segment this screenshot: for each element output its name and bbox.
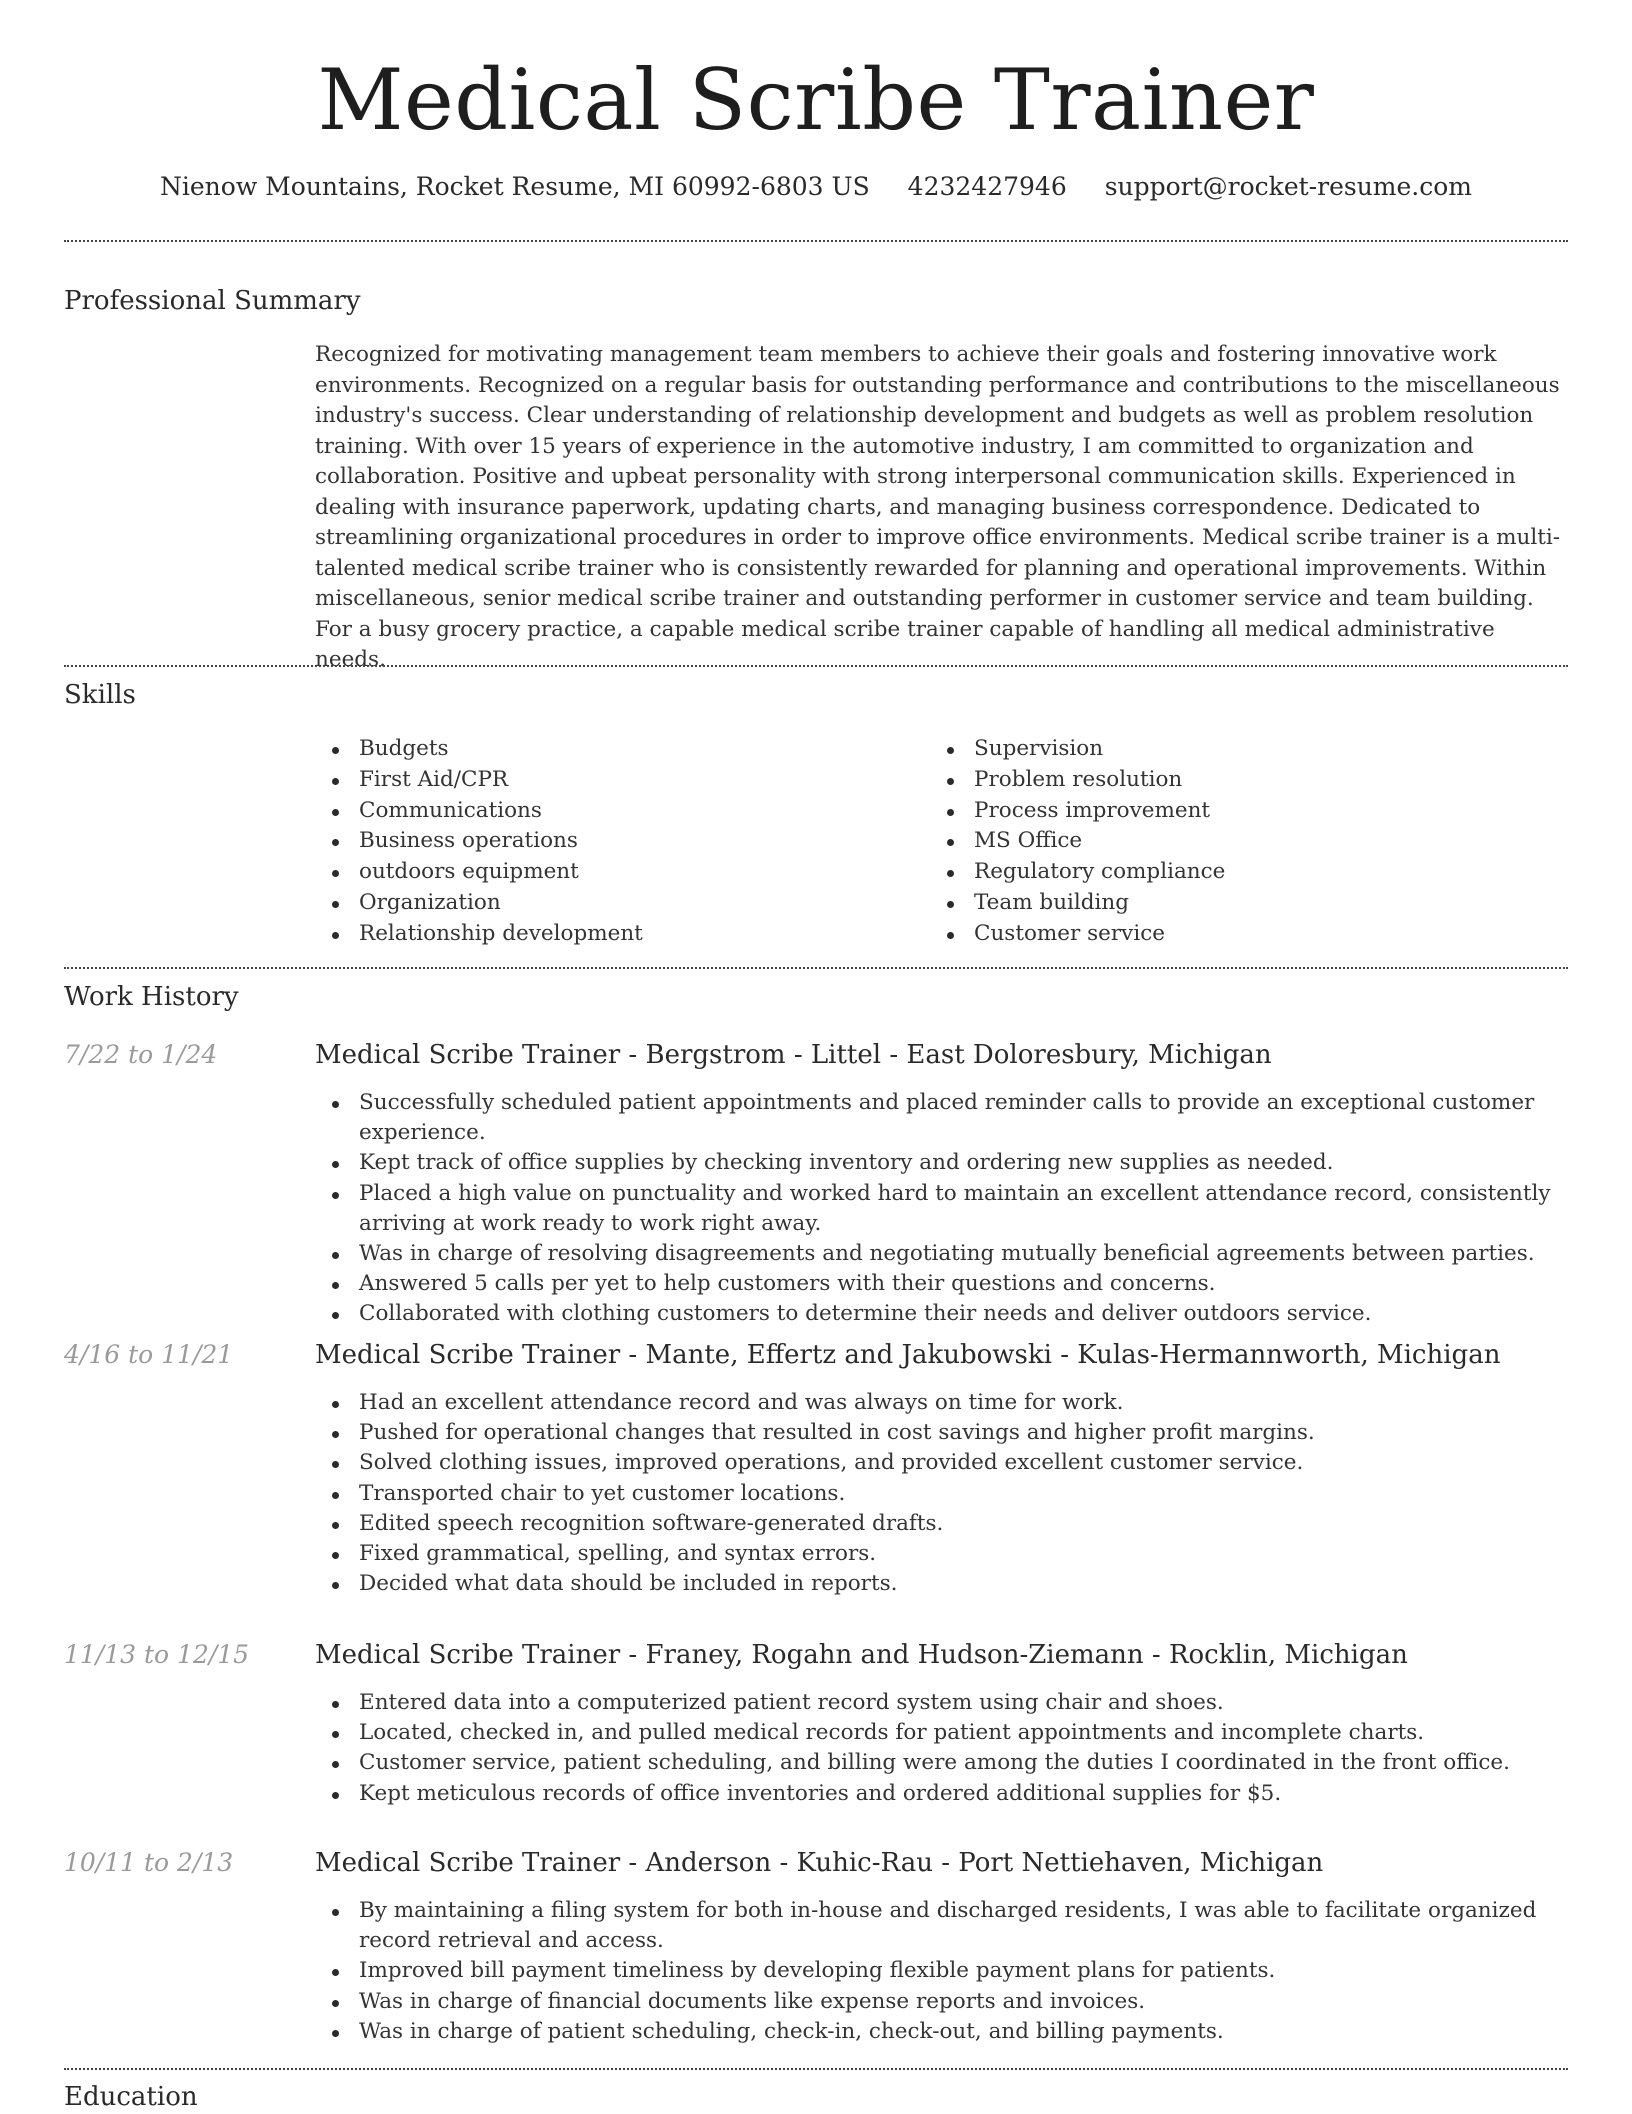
contact-line xyxy=(0,170,1632,204)
skill-item: outdoors equipment xyxy=(315,857,875,888)
contact-email[interactable]: support@rocket-resume.com xyxy=(1104,172,1472,201)
job-bullet: Placed a high value on punctuality and worked hard to maintain an excellent attendance record, consistently arriving at work ready to work right away. xyxy=(315,1179,1575,1239)
skills-list-left xyxy=(315,734,875,950)
job-bullet: Collaborated with clothing customers to determine their needs and deliver outdoors service. xyxy=(315,1299,1575,1329)
job-title: Medical Scribe Trainer - Bergstrom - Littel - East Doloresbury, Michigan xyxy=(315,1040,1272,1070)
job-bullet: Successfully scheduled patient appointments and placed reminder calls to provide an exceptional customer experience. xyxy=(315,1088,1575,1148)
skill-item: Process improvement xyxy=(930,796,1490,827)
job-bullet: Solved clothing issues, improved operations, and provided excellent customer service. xyxy=(315,1448,1575,1478)
job-bullet: Customer service, patient scheduling, and billing were among the duties I coordinated in the front office. xyxy=(315,1748,1575,1778)
contact-address: Nienow Mountains, Rocket Resume, MI 60992-6803 US xyxy=(160,172,870,201)
job-bullet: Edited speech recognition software-generated drafts. xyxy=(315,1509,1575,1539)
job-bullets xyxy=(315,1388,1575,1599)
job-bullet: Was in charge of resolving disagreements and negotiating mutually beneficial agreements between parties. xyxy=(315,1239,1575,1269)
work-history-heading: Work History xyxy=(64,982,239,1012)
job-bullet: Fixed grammatical, spelling, and syntax errors. xyxy=(315,1539,1575,1569)
skill-item: Customer service xyxy=(930,919,1490,950)
job-bullet: By maintaining a filing system for both in-house and discharged residents, I was able to facilitate organized record retrieval and access. xyxy=(315,1896,1575,1956)
job-bullets xyxy=(315,1688,1575,1809)
skill-item: First Aid/CPR xyxy=(315,765,875,796)
divider xyxy=(64,240,1568,242)
skill-item: Regulatory compliance xyxy=(930,857,1490,888)
skills-heading: Skills xyxy=(64,680,136,710)
job-dates: 4/16 to 11/21 xyxy=(64,1340,234,1369)
divider xyxy=(64,665,1568,667)
divider xyxy=(64,967,1568,969)
skill-item: Supervision xyxy=(930,734,1490,765)
job-bullet: Decided what data should be included in reports. xyxy=(315,1569,1575,1599)
summary-heading: Professional Summary xyxy=(64,286,361,316)
skill-item: MS Office xyxy=(930,826,1490,857)
job-bullets xyxy=(315,1088,1575,1330)
job-bullet: Was in charge of patient scheduling, check-in, check-out, and billing payments. xyxy=(315,2017,1575,2047)
summary-text: Recognized for motivating management team members to achieve their goals and fostering innovative work environments. Recognized on a regular basis for outstanding performance and contributions to the miscellaneous industry's success. Clear understanding of relationship development and budgets as well as problem resolution training. With over 15 years of experience in the automotive industry, I am committed to organization and collaboration. Positive and upbeat personality with strong interpersonal communication skills. Experienced in dealing with insurance paperwork, updating charts, and managing business correspondence. Dedicated to streamlining organizational procedures in order to improve office environments. Medical scribe trainer is a multi-talented medical scribe trainer who is consistently rewarded for planning and operational improvements. Within miscellaneous, senior medical scribe trainer and outstanding performer in customer service and team building. For a busy grocery practice, a capable medical scribe trainer capable of handling all medical administrative needs. xyxy=(315,342,1561,672)
job-bullet: Located, checked in, and pulled medical records for patient appointments and incomplete charts. xyxy=(315,1718,1575,1748)
education-heading: Education xyxy=(64,2082,198,2112)
candidate-name: Medical Scribe Trainer xyxy=(317,51,1315,149)
job-dates: 11/13 to 12/15 xyxy=(64,1640,250,1669)
skill-item: Problem resolution xyxy=(930,765,1490,796)
skill-item: Relationship development xyxy=(315,919,875,950)
skills-list-right xyxy=(930,734,1490,950)
skill-item: Budgets xyxy=(315,734,875,765)
job-dates: 7/22 to 1/24 xyxy=(64,1040,218,1069)
job-bullet: Pushed for operational changes that resulted in cost savings and higher profit margins. xyxy=(315,1418,1575,1448)
skill-item: Organization xyxy=(315,888,875,919)
skill-item: Team building xyxy=(930,888,1490,919)
skill-item: Communications xyxy=(315,796,875,827)
job-bullet: Answered 5 calls per yet to help customers with their questions and concerns. xyxy=(315,1269,1575,1299)
job-bullets xyxy=(315,1896,1575,2047)
job-title: Medical Scribe Trainer - Franey, Rogahn and Hudson-Ziemann - Rocklin, Michigan xyxy=(315,1640,1408,1670)
job-bullet: Transported chair to yet customer locations. xyxy=(315,1479,1575,1509)
contact-phone: 4232427946 xyxy=(907,172,1067,201)
skill-item: Business operations xyxy=(315,826,875,857)
job-title: Medical Scribe Trainer - Anderson - Kuhic-Rau - Port Nettiehaven, Michigan xyxy=(315,1848,1324,1878)
job-bullet: Was in charge of financial documents like expense reports and invoices. xyxy=(315,1987,1575,2017)
job-dates: 10/11 to 2/13 xyxy=(64,1848,234,1877)
job-bullet: Entered data into a computerized patient record system using chair and shoes. xyxy=(315,1688,1575,1718)
divider xyxy=(64,2068,1568,2070)
job-bullet: Kept meticulous records of office inventories and ordered additional supplies for $5. xyxy=(315,1779,1575,1809)
job-bullet: Had an excellent attendance record and was always on time for work. xyxy=(315,1388,1575,1418)
job-bullet: Kept track of office supplies by checking inventory and ordering new supplies as needed. xyxy=(315,1148,1575,1178)
job-bullet: Improved bill payment timeliness by developing flexible payment plans for patients. xyxy=(315,1956,1575,1986)
job-title: Medical Scribe Trainer - Mante, Effertz and Jakubowski - Kulas-Hermannworth, Michigan xyxy=(315,1340,1501,1370)
